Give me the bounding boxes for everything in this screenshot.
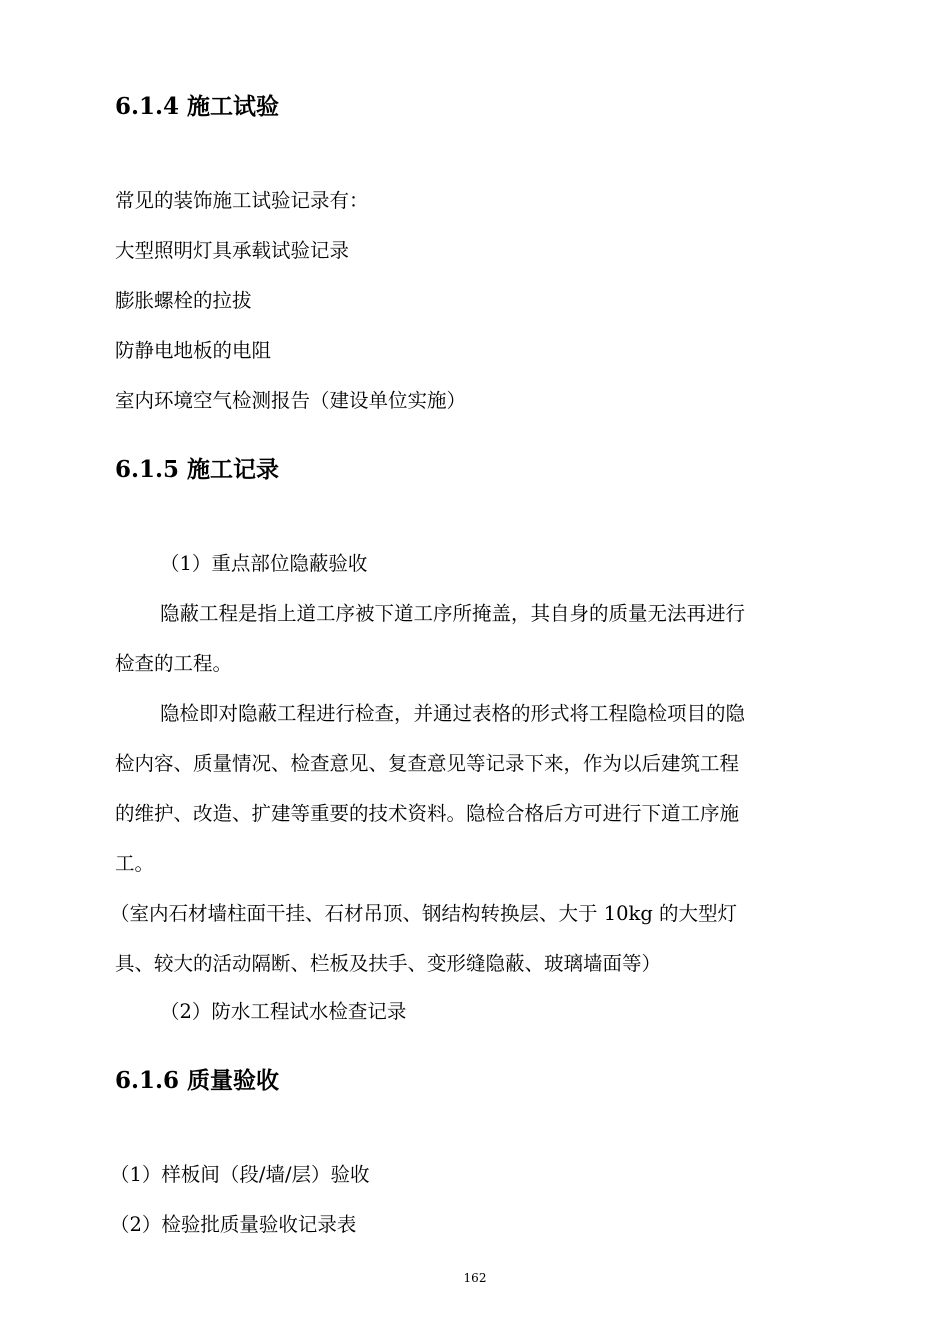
list-item: 大型照明灯具承载试验记录	[115, 239, 350, 262]
paragraph-line: 隐检即对隐蔽工程进行检查，并通过表格的形式将工程隐检项目的隐	[160, 702, 746, 725]
paragraph-line: 检内容、质量情况、检查意见、复查意见等记录下来，作为以后建筑工程	[115, 752, 740, 775]
subheading: （1）重点部位隐蔽验收	[160, 552, 368, 575]
list-item: 室内环境空气检测报告（建设单位实施）	[115, 389, 467, 412]
list-item: （1）样板间（段/墙/层）验收	[110, 1163, 370, 1186]
paragraph-line: 检查的工程。	[115, 652, 233, 675]
paragraph-line: 工。	[115, 852, 155, 875]
section-heading-6-1-4: 6.1.4 施工试验	[115, 93, 280, 120]
list-item: 膨胀螺栓的拉拔	[115, 289, 252, 312]
page-number: 162	[463, 1271, 487, 1285]
list-item: 防静电地板的电阻	[115, 339, 272, 362]
paragraph-line: 具、较大的活动隔断、栏板及扶手、变形缝隐蔽、玻璃墙面等）	[115, 952, 662, 975]
section-heading-6-1-5: 6.1.5 施工记录	[115, 456, 280, 483]
paragraph-line: （室内石材墙柱面干挂、石材吊顶、钢结构转换层、大于 10kg 的大型灯	[110, 902, 738, 925]
paragraph-line: 隐蔽工程是指上道工序被下道工序所掩盖，其自身的质量无法再进行	[160, 602, 746, 625]
paragraph-line: 的维护、改造、扩建等重要的技术资料。隐检合格后方可进行下道工序施	[115, 802, 740, 825]
section-heading-6-1-6: 6.1.6 质量验收	[115, 1067, 280, 1094]
list-item: （2）检验批质量验收记录表	[110, 1213, 357, 1236]
subheading: （2）防水工程试水检查记录	[160, 1000, 407, 1023]
intro-text: 常见的装饰施工试验记录有：	[115, 189, 369, 212]
